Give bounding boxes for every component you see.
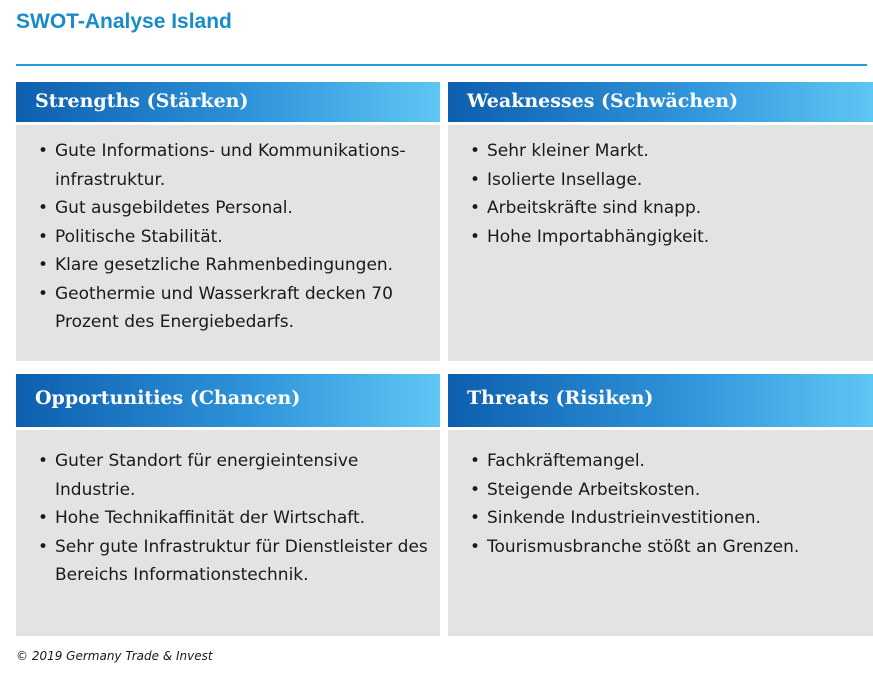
quadrant-heading: Threats (Risiken) <box>467 387 654 409</box>
quadrant-heading: Strengths (Stärken) <box>35 90 249 112</box>
list-item: • Steigende Arbeitskosten. <box>470 476 863 505</box>
list-item: • Isolierte Insellage. <box>470 166 863 195</box>
list-item: • Sehr kleiner Markt. <box>470 137 863 166</box>
quadrant-opportunities <box>16 374 440 636</box>
quadrant-header-strengths <box>16 82 440 125</box>
list-item: • Gut ausgebildetes Personal. <box>38 194 430 223</box>
list-item: • Guter Standort für energieintensive Industrie. <box>38 447 430 504</box>
item-list <box>38 447 430 590</box>
quadrant-heading: Weaknesses (Schwächen) <box>467 90 739 112</box>
item-list <box>38 137 430 337</box>
list-item: • Hohe Technikaffinität der Wirtschaft. <box>38 504 430 533</box>
quadrant-weaknesses <box>448 82 873 361</box>
quadrant-threats <box>448 374 873 636</box>
list-item: • Sinkende Industrieinvestitionen. <box>470 504 863 533</box>
list-item: • Sehr gute Infrastruktur für Dienstleister des Bereichs Informationstechnik. <box>38 533 430 590</box>
copyright-footer: © 2019 Germany Trade & Invest <box>16 649 213 663</box>
list-item: • Gute Informations- und Kommunikations-infrastruktur. <box>38 137 430 194</box>
title-divider <box>16 64 867 66</box>
list-item: • Tourismusbranche stößt an Grenzen. <box>470 533 863 562</box>
quadrant-header-opportunities <box>16 374 440 430</box>
list-item: • Fachkräftemangel. <box>470 447 863 476</box>
list-item: • Hohe Importabhängigkeit. <box>470 223 863 252</box>
list-item: • Klare gesetzliche Rahmenbedingungen. <box>38 251 430 280</box>
quadrant-header-threats <box>448 374 873 430</box>
list-item: • Arbeitskräfte sind knapp. <box>470 194 863 223</box>
page-title: SWOT-Analyse Island <box>16 10 232 33</box>
quadrant-heading: Opportunities (Chancen) <box>35 387 301 409</box>
list-item: • Politische Stabilität. <box>38 223 430 252</box>
item-list <box>470 447 863 561</box>
quadrant-strengths <box>16 82 440 361</box>
quadrant-header-weaknesses <box>448 82 873 125</box>
list-item: • Geothermie und Wasserkraft decken 70 Prozent des Energiebedarfs. <box>38 280 430 337</box>
item-list <box>470 137 863 251</box>
